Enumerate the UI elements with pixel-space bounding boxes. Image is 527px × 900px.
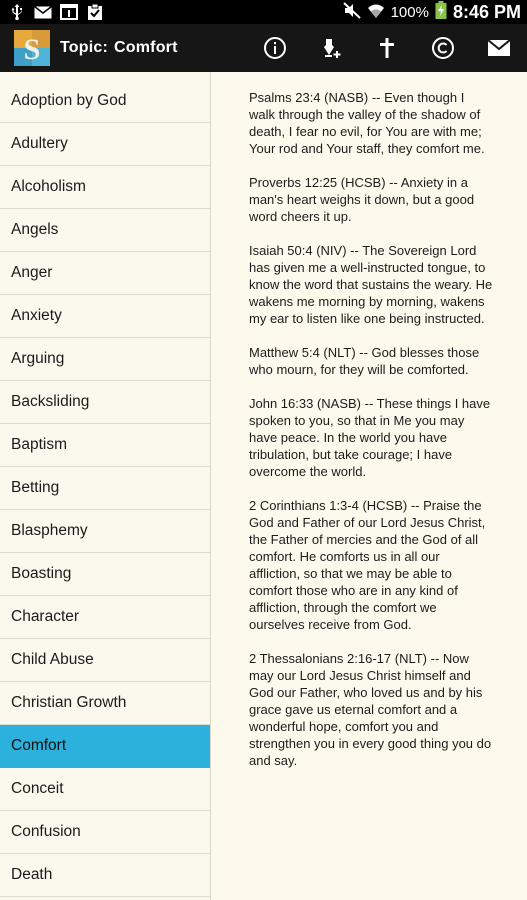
topic-item-blasphemy[interactable]: Blasphemy bbox=[0, 510, 210, 553]
title-value: Comfort bbox=[114, 39, 178, 56]
action-buttons bbox=[247, 24, 527, 72]
calendar-icon bbox=[60, 4, 78, 20]
battery-icon bbox=[435, 1, 447, 23]
status-bar bbox=[0, 0, 527, 24]
app-logo-letter: S bbox=[23, 33, 41, 66]
clock: 8:46 PM bbox=[452, 1, 521, 22]
info-icon bbox=[263, 36, 287, 60]
topic-item-child-abuse[interactable]: Child Abuse bbox=[0, 639, 210, 682]
topic-item-confusion[interactable]: Confusion bbox=[0, 811, 210, 854]
mail-icon bbox=[34, 4, 52, 20]
topic-item-christian-growth[interactable]: Christian Growth bbox=[0, 682, 210, 725]
verse-text: Psalms 23:4 (NASB) -- Even though I walk through the valley of the shadow of death, I fear no evil, for You are with me; Your rod and Your staff, they comfort me. bbox=[249, 90, 485, 156]
verse-text: Proverbs 12:25 (HCSB) -- Anxiety in a man's heart weighs it down, but a good word cheers it up. bbox=[249, 175, 475, 224]
email-button[interactable] bbox=[471, 24, 527, 72]
cross-icon bbox=[375, 36, 399, 60]
topic-item-character[interactable]: Character bbox=[0, 596, 210, 639]
verse-text: Isaiah 50:4 (NIV) -- The Sovereign Lord has given me a well-instructed tongue, to know the word that sustains the weary. He wakens me morning by morning, wakens my ear to listen like one being instructed. bbox=[249, 243, 493, 326]
verse-text: 2 Thessalonians 2:16-17 (NLT) -- Now may our Lord Jesus Christ himself and God our Father, who loved us and by his grace gave us eternal comfort and a wonderful hope, comfort you and strengthen you in every good thing you do and say. bbox=[249, 651, 492, 768]
app-logo[interactable] bbox=[14, 30, 50, 66]
page-title bbox=[60, 39, 178, 57]
cross-button[interactable] bbox=[359, 24, 415, 72]
verse-pane[interactable] bbox=[212, 72, 527, 900]
wifi-icon bbox=[367, 2, 385, 23]
usb-icon bbox=[8, 4, 26, 20]
status-icons-left bbox=[0, 4, 104, 20]
topic-item-comfort[interactable]: Comfort bbox=[0, 725, 210, 768]
topic-item-conceit[interactable]: Conceit bbox=[0, 768, 210, 811]
topic-item-adoption-by-god[interactable]: Adoption by God bbox=[0, 72, 210, 123]
highlight-button[interactable] bbox=[303, 24, 359, 72]
status-icons-right bbox=[343, 1, 527, 23]
topic-item-anger[interactable]: Anger bbox=[0, 252, 210, 295]
topic-item-angels[interactable]: Angels bbox=[0, 209, 210, 252]
mute-icon bbox=[343, 2, 361, 23]
action-bar bbox=[0, 24, 527, 72]
highlighter-icon bbox=[319, 36, 343, 60]
topic-item-baptism[interactable]: Baptism bbox=[0, 424, 210, 467]
info-button[interactable] bbox=[247, 24, 303, 72]
verse-text: Matthew 5:4 (NLT) -- God blesses those who mourn, for they will be comforted. bbox=[249, 345, 480, 377]
verse-text: 2 Corinthians 1:3-4 (HCSB) -- Praise the God and Father of our Lord Jesus Christ, the Father of mercies and the God of all comfort. He comforts us in all our affliction, so that we may be able to comfort those who are in any kind of affliction, through the comfort we ourselves receive from God. bbox=[249, 498, 486, 632]
copyright-button[interactable] bbox=[415, 24, 471, 72]
topic-item-arguing[interactable]: Arguing bbox=[0, 338, 210, 381]
topic-item-anxiety[interactable]: Anxiety bbox=[0, 295, 210, 338]
topic-item-alcoholism[interactable]: Alcoholism bbox=[0, 166, 210, 209]
copyright-icon bbox=[431, 36, 455, 60]
verse-text: John 16:33 (NASB) -- These things I have spoken to you, so that in Me you may have peace. In the world you have tribulation, but take courage; I have overcome the world. bbox=[249, 396, 491, 479]
battery-text: 100% bbox=[390, 3, 429, 21]
clipboard-check-icon bbox=[86, 4, 104, 20]
topic-item-death[interactable]: Death bbox=[0, 854, 210, 897]
topic-item-boasting[interactable]: Boasting bbox=[0, 553, 210, 596]
topic-item-adultery[interactable]: Adultery bbox=[0, 123, 210, 166]
topic-list[interactable] bbox=[0, 72, 211, 900]
title-prefix: Topic: bbox=[60, 39, 109, 56]
topic-item-backsliding[interactable]: Backsliding bbox=[0, 381, 210, 424]
topic-item-betting[interactable]: Betting bbox=[0, 467, 210, 510]
email-icon bbox=[487, 39, 511, 57]
